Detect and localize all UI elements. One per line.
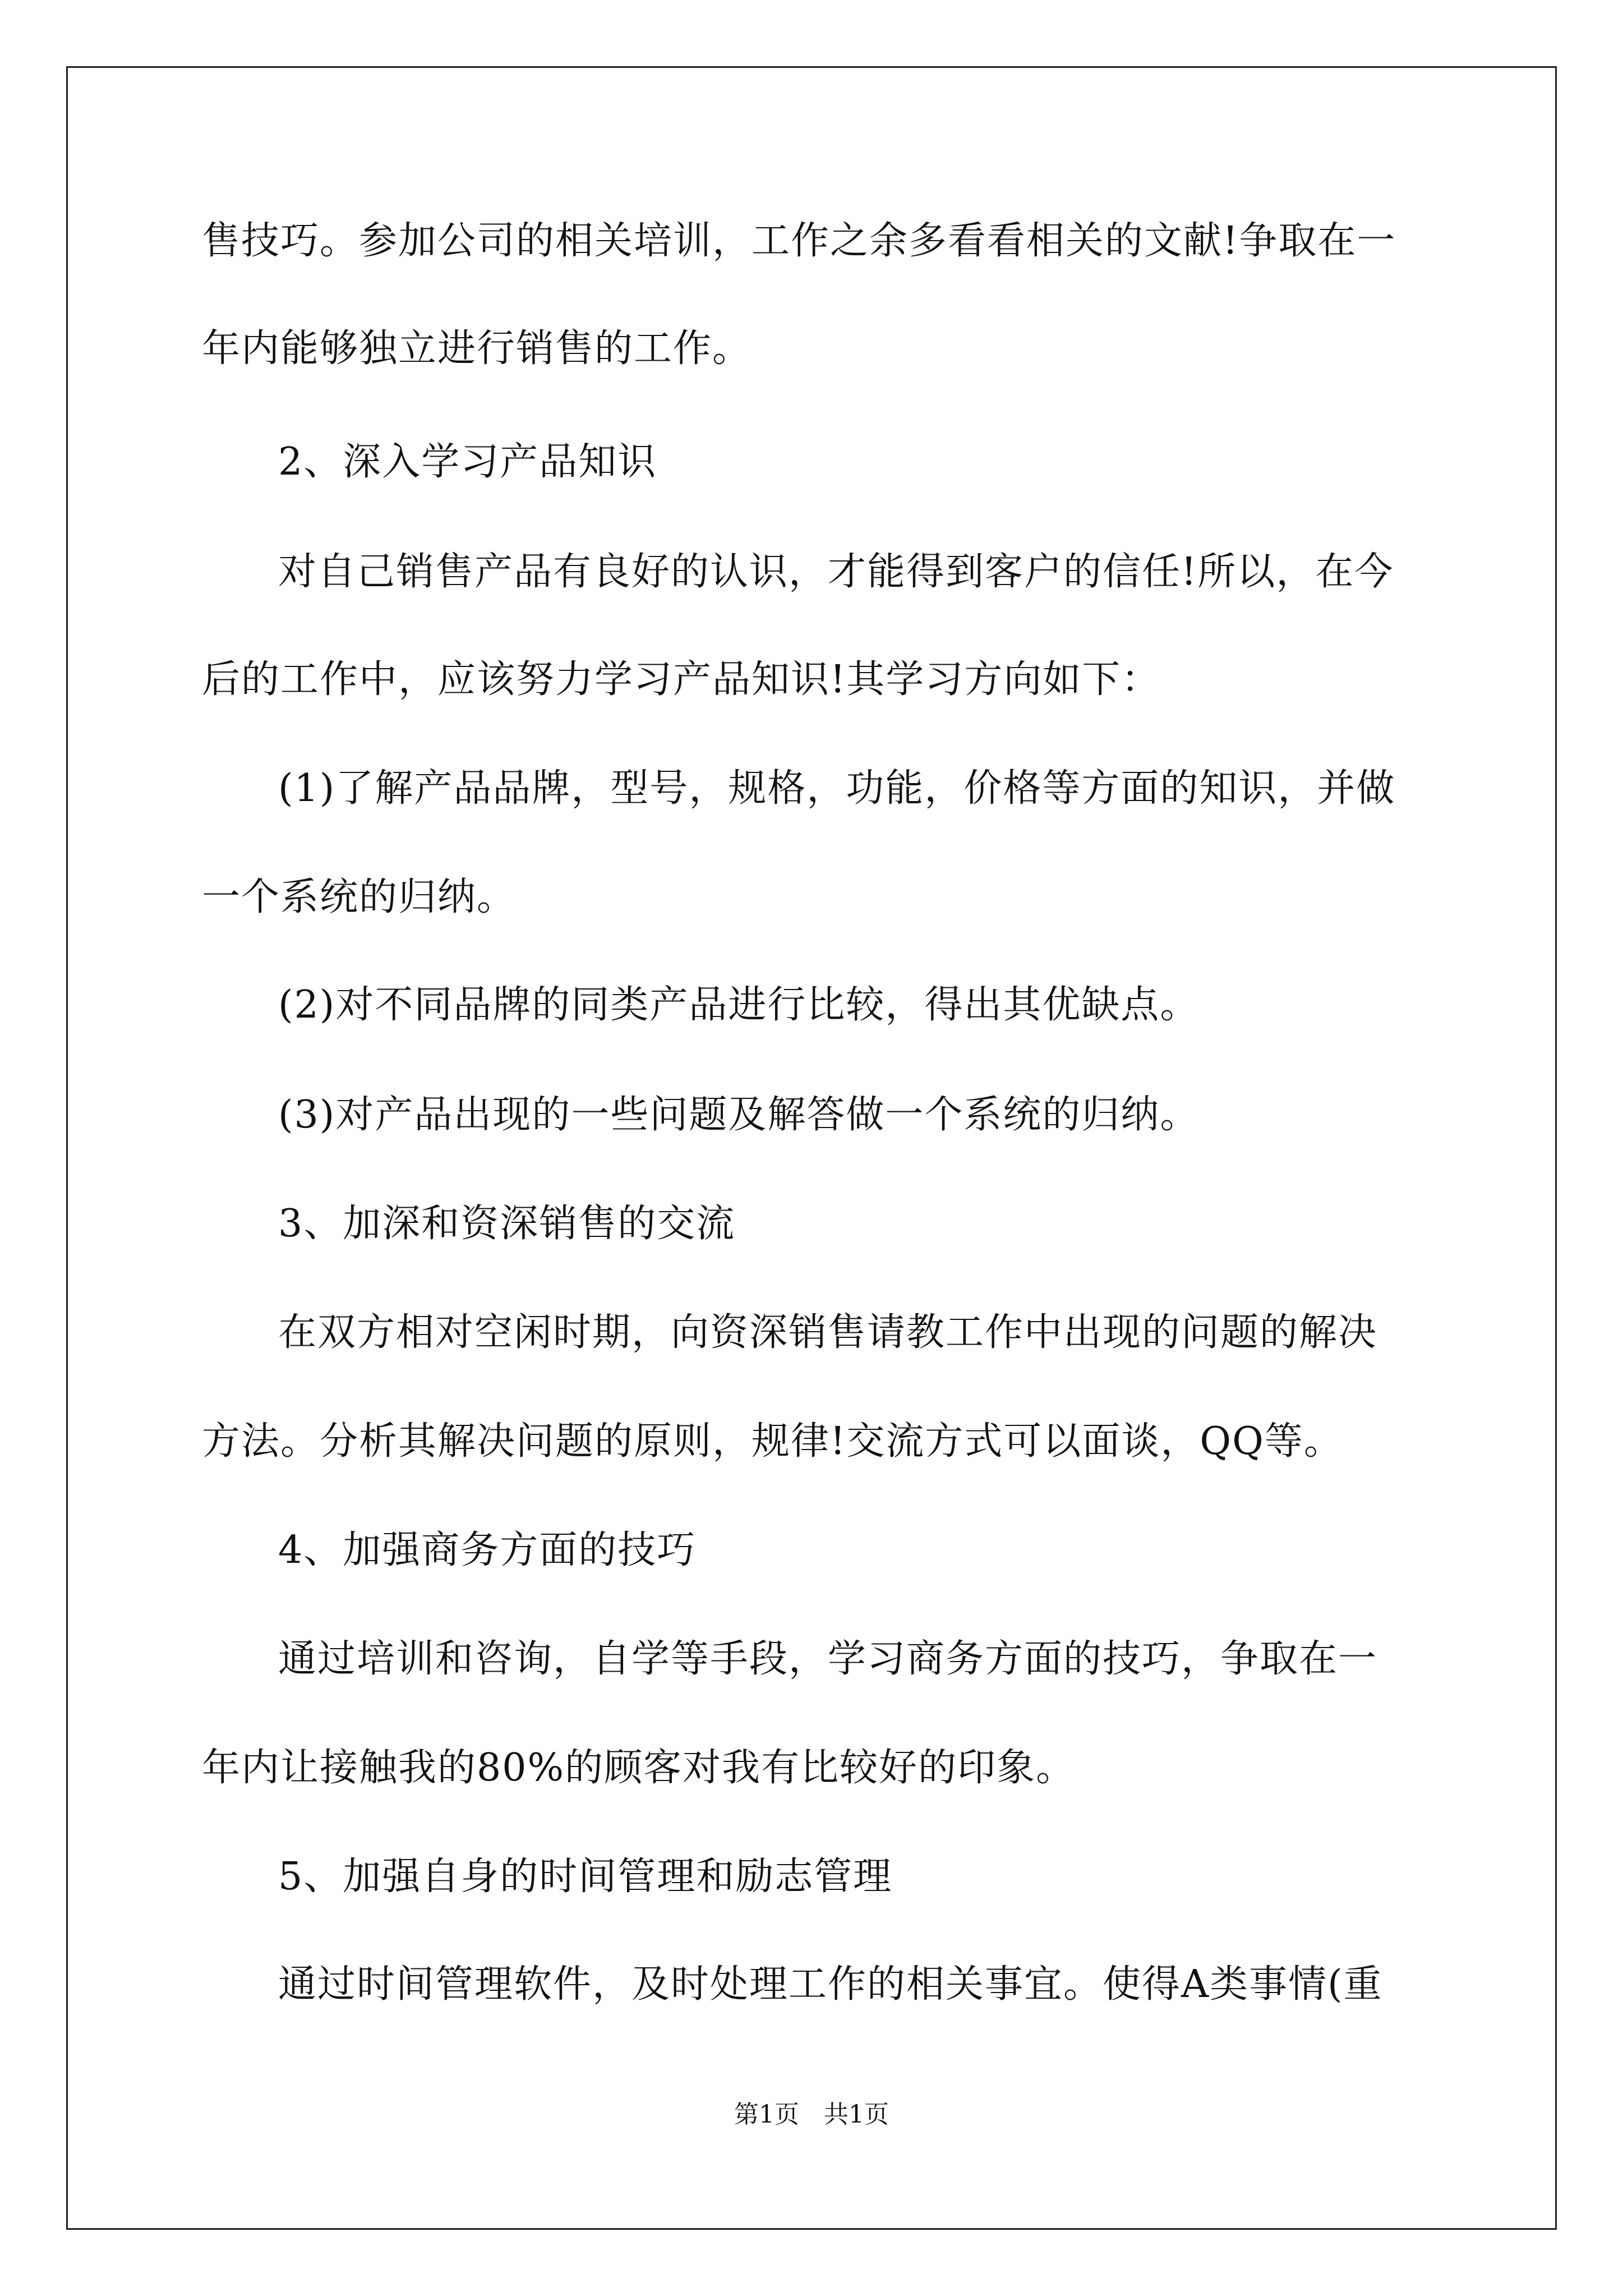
paragraph-line: 后的工作中，应该努力学习产品知识!其学习方向如下： — [202, 657, 1161, 702]
paragraph-line: 通过时间管理软件，及时处理工作的相关事宜。使得A类事情(重 — [278, 1962, 1383, 2007]
section-heading: 4、加强商务方面的技巧 — [278, 1528, 697, 1572]
section-heading: 5、加强自身的时间管理和励志管理 — [278, 1855, 893, 1899]
paragraph-line: 对自己销售产品有良好的认识，才能得到客户的信任!所以，在今 — [278, 550, 1394, 594]
list-item-line: (2)对不同品牌的同类产品进行比较，得出其优缺点。 — [278, 983, 1200, 1027]
paragraph-line: 在双方相对空闲时期，向资深销售请教工作中出现的问题的解决 — [278, 1310, 1378, 1355]
list-item-line: (3)对产品出现的一些问题及解答做一个系统的归纳。 — [278, 1093, 1200, 1137]
paragraph-line: 售技巧。参加公司的相关培训，工作之余多看看相关的文献!争取在一 — [202, 219, 1396, 263]
list-item-line: 一个系统的归纳。 — [202, 875, 517, 919]
section-heading: 2、深入学习产品知识 — [278, 440, 657, 484]
paragraph-line: 通过培训和咨询，自学等手段，学习商务方面的技巧，争取在一 — [278, 1637, 1378, 1681]
page-number-footer: 第1页 共1页 — [734, 2100, 889, 2129]
page-border — [66, 66, 1557, 2230]
paragraph-line: 年内让接触我的80%的顾客对我有比较好的印象。 — [202, 1746, 1076, 1790]
list-item-line: (1)了解产品品牌，型号，规格，功能，价格等方面的知识，并做 — [278, 766, 1396, 811]
paragraph-line: 年内能够独立进行销售的工作。 — [202, 326, 752, 371]
section-heading: 3、加深和资深销售的交流 — [278, 1202, 736, 1246]
paragraph-line: 方法。分析其解决问题的原则，规律!交流方式可以面谈，QQ等。 — [202, 1419, 1343, 1464]
